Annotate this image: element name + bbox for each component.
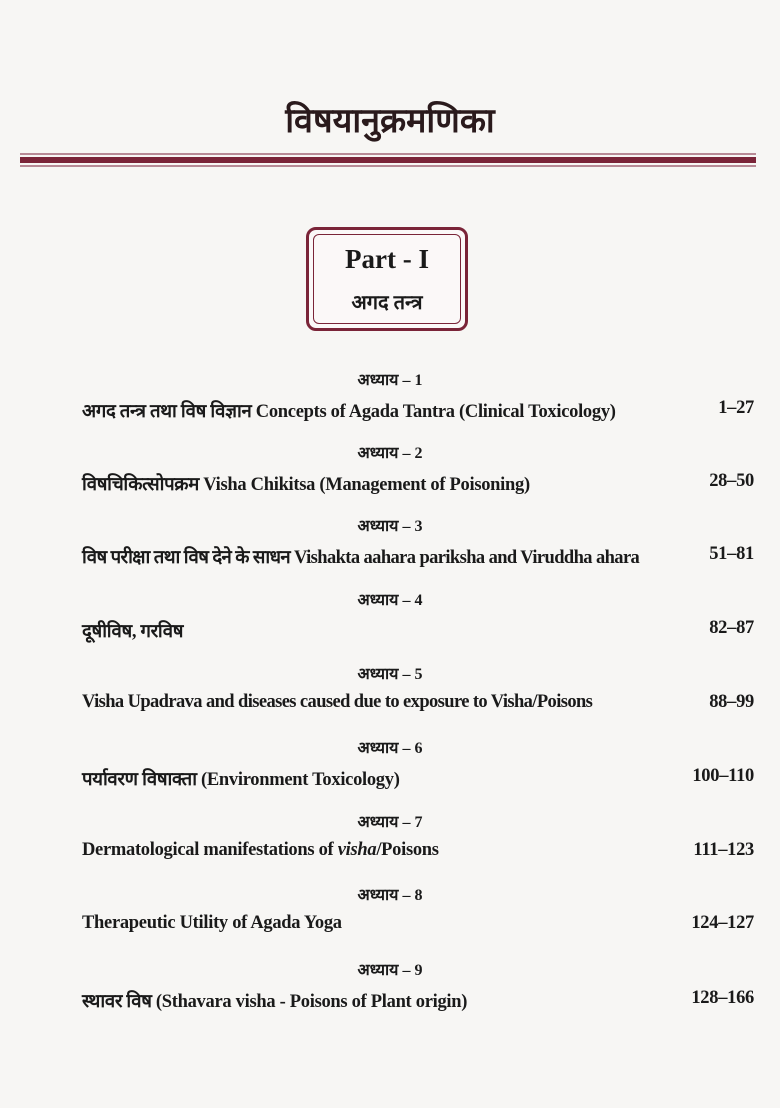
entry-title: पर्यावरण विषाक्ता (Environment Toxicology) [82, 770, 400, 790]
title-rule [20, 165, 756, 167]
chapter-label: अध्याय – 2 [357, 445, 423, 462]
entry-pages: 88–99 [709, 692, 754, 712]
entry-title: दूषीविष, गरविष [82, 622, 184, 642]
entry-title: Therapeutic Utility of Agada Yoga [82, 913, 342, 933]
chapter-label: अध्याय – 7 [357, 814, 423, 831]
page-title: विषयानुक्रमणिका [285, 103, 495, 140]
chapter-label: अध्याय – 3 [357, 518, 423, 535]
entry-pages: 51–81 [709, 544, 754, 564]
entry-pages: 1–27 [718, 398, 754, 418]
toc-entry[interactable] [82, 471, 754, 496]
entry-title-part: Dermatological manifestations of [82, 840, 338, 860]
entry-title-italic: visha [337, 840, 377, 860]
entry-title: विष परीक्षा तथा विष देने के साधन Vishakta aahara pariksha and Viruddha ahara [82, 548, 640, 568]
entry-title-part: /Poisons [376, 840, 439, 860]
entry-pages: 124–127 [691, 913, 754, 933]
toc-entry[interactable] [82, 544, 754, 569]
entry-pages: 28–50 [709, 471, 754, 491]
toc-entry[interactable] [82, 766, 754, 791]
title-rule [20, 153, 756, 155]
chapter-label: अध्याय – 6 [357, 740, 423, 757]
entry-title: Visha Upadrava and diseases caused due to exposure to Visha/Poisons [82, 692, 593, 712]
toc-entry[interactable] [82, 913, 754, 934]
toc-entry[interactable] [82, 840, 754, 861]
entry-pages: 111–123 [693, 840, 754, 860]
entry-title: अगद तन्त्र तथा विष विज्ञान Concepts of Agada Tantra (Clinical Toxicology) [82, 402, 616, 422]
entry-title [82, 840, 439, 861]
toc-entry[interactable] [82, 988, 754, 1013]
entry-pages: 82–87 [709, 618, 754, 638]
chapter-label: अध्याय – 4 [357, 592, 423, 609]
part-box [306, 227, 468, 331]
entry-pages: 100–110 [692, 766, 754, 786]
part-subtitle: अगद तन्त्र [351, 292, 423, 314]
part-title: Part - I [345, 244, 429, 274]
chapter-label: अध्याय – 9 [357, 962, 423, 979]
toc-entry[interactable] [82, 618, 754, 643]
entry-title: विषचिकित्सोपक्रम Visha Chikitsa (Management of Poisoning) [82, 475, 530, 495]
title-rule [20, 157, 756, 163]
entry-pages: 128–166 [691, 988, 754, 1008]
entry-title: स्थावर विष (Sthavara visha - Poisons of Plant origin) [82, 992, 468, 1012]
toc-entry[interactable] [82, 692, 754, 713]
chapter-label: अध्याय – 1 [357, 372, 423, 389]
chapter-label: अध्याय – 5 [357, 666, 423, 683]
chapter-label: अध्याय – 8 [357, 887, 423, 904]
toc-entry[interactable] [82, 398, 754, 423]
